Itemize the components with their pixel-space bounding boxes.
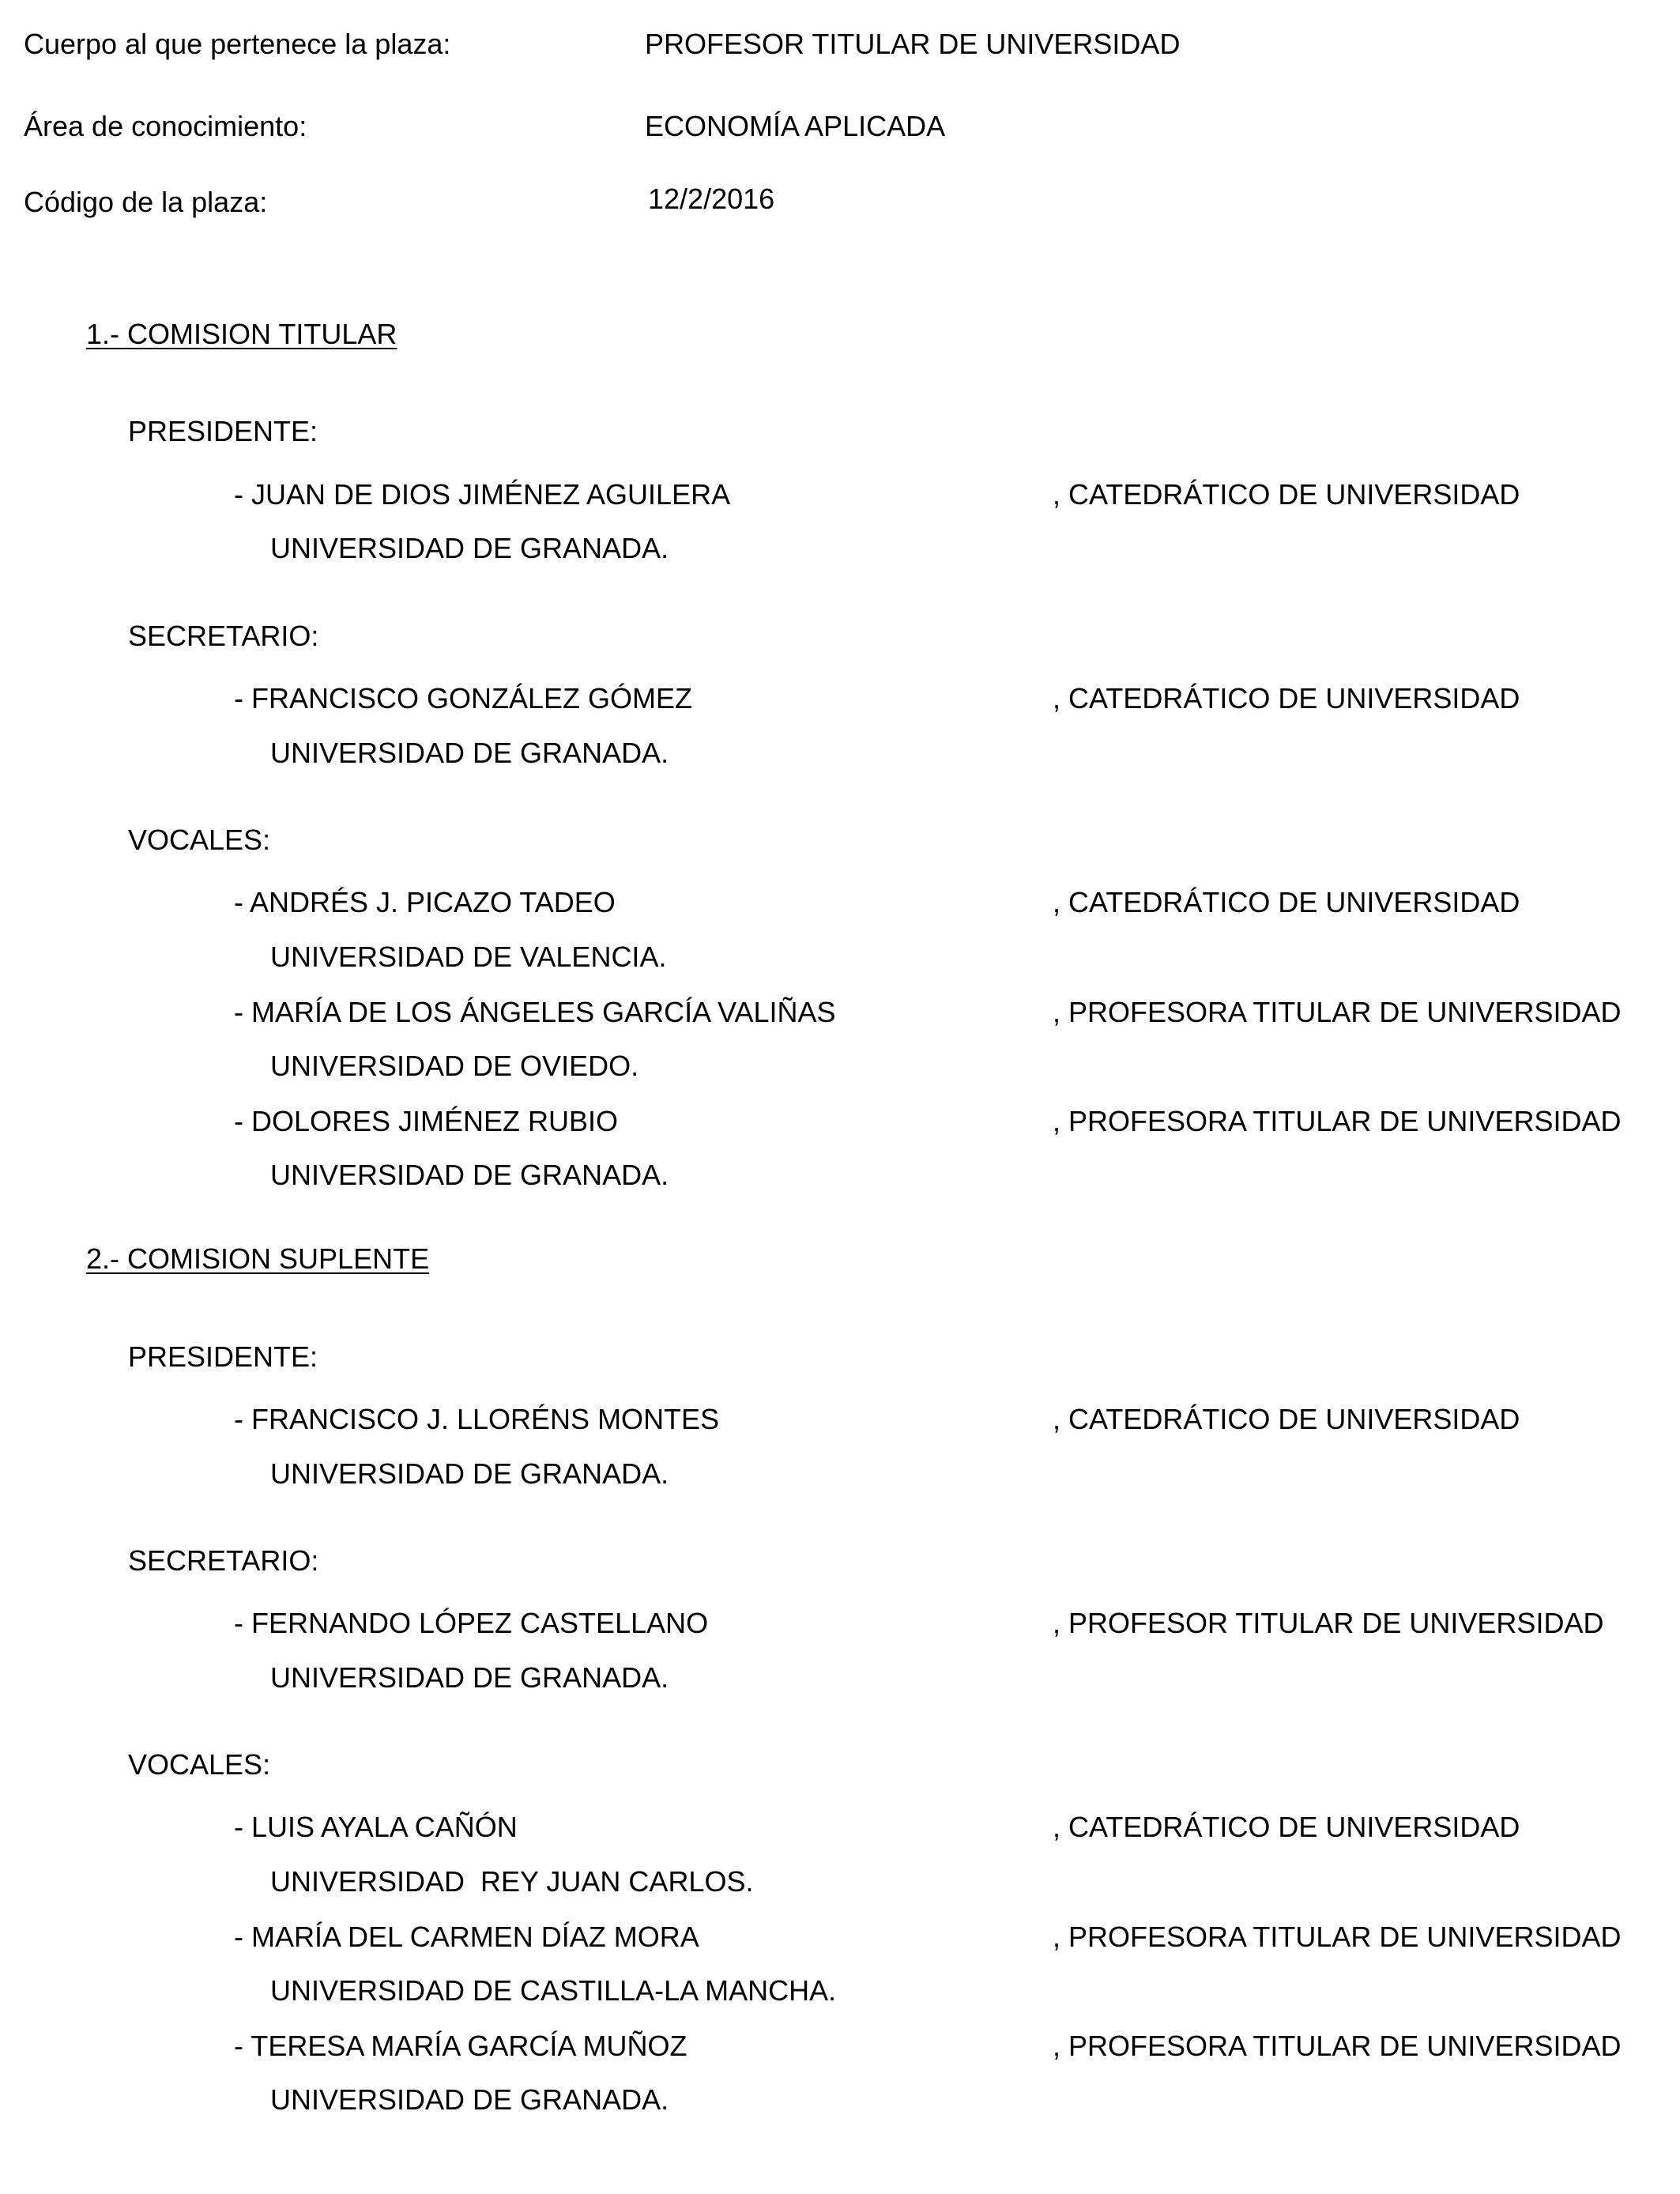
member-university: UNIVERSIDAD DE VALENCIA.	[270, 941, 667, 973]
member-rank: , CATEDRÁTICO DE UNIVERSIDAD	[1053, 886, 1520, 918]
section-heading-suplente: 2.- COMISION SUPLENTE	[86, 1242, 430, 1275]
member-rank: , CATEDRÁTICO DE UNIVERSIDAD	[1053, 1403, 1520, 1435]
codigo-value: 12/2/2016	[648, 183, 775, 215]
role-label-vocales: VOCALES:	[128, 1748, 271, 1781]
role-label-secretario: SECRETARIO:	[128, 620, 319, 652]
member-name: - TERESA MARÍA GARCÍA MUÑOZ	[234, 2030, 687, 2062]
member-university: UNIVERSIDAD DE GRANADA.	[270, 532, 669, 564]
role-label-presidente: PRESIDENTE:	[128, 1340, 318, 1373]
section-heading-titular: 1.- COMISION TITULAR	[86, 318, 397, 350]
member-university: UNIVERSIDAD DE CASTILLA-LA MANCHA.	[270, 1974, 837, 2007]
role-label-secretario: SECRETARIO:	[128, 1544, 319, 1577]
member-name: - MARÍA DE LOS ÁNGELES GARCÍA VALIÑAS	[234, 996, 836, 1028]
member-university: UNIVERSIDAD REY JUAN CARLOS.	[270, 1865, 754, 1898]
member-name: - LUIS AYALA CAÑÓN	[234, 1811, 518, 1843]
member-university: UNIVERSIDAD DE GRANADA.	[270, 1661, 669, 1694]
member-rank: , CATEDRÁTICO DE UNIVERSIDAD	[1053, 478, 1520, 511]
member-university: UNIVERSIDAD DE GRANADA.	[270, 2083, 669, 2116]
area-value: ECONOMÍA APLICADA	[645, 110, 946, 142]
member-rank: , PROFESORA TITULAR DE UNIVERSIDAD	[1053, 1921, 1622, 1953]
member-rank: , PROFESORA TITULAR DE UNIVERSIDAD	[1053, 1105, 1622, 1137]
member-university: UNIVERSIDAD DE GRANADA.	[270, 737, 669, 769]
member-rank: , CATEDRÁTICO DE UNIVERSIDAD	[1053, 682, 1520, 714]
member-university: UNIVERSIDAD DE OVIEDO.	[270, 1050, 639, 1082]
member-name: - DOLORES JIMÉNEZ RUBIO	[234, 1105, 619, 1137]
member-name: - MARÍA DEL CARMEN DÍAZ MORA	[234, 1921, 699, 1953]
member-rank: , CATEDRÁTICO DE UNIVERSIDAD	[1053, 1811, 1520, 1843]
cuerpo-label: Cuerpo al que pertenece la plaza:	[24, 28, 451, 60]
member-name: - JUAN DE DIOS JIMÉNEZ AGUILERA	[234, 478, 731, 511]
member-name: - FERNANDO LÓPEZ CASTELLANO	[234, 1607, 709, 1639]
member-university: UNIVERSIDAD DE GRANADA.	[270, 1457, 669, 1490]
member-name: - FRANCISCO GONZÁLEZ GÓMEZ	[234, 682, 693, 714]
member-name: - ANDRÉS J. PICAZO TADEO	[234, 886, 616, 918]
cuerpo-value: PROFESOR TITULAR DE UNIVERSIDAD	[645, 28, 1181, 60]
member-university: UNIVERSIDAD DE GRANADA.	[270, 1159, 669, 1191]
member-rank: , PROFESORA TITULAR DE UNIVERSIDAD	[1053, 2030, 1622, 2062]
role-label-vocales: VOCALES:	[128, 824, 271, 856]
member-rank: , PROFESOR TITULAR DE UNIVERSIDAD	[1053, 1607, 1604, 1639]
area-label: Área de conocimiento:	[24, 110, 307, 142]
member-name: - FRANCISCO J. LLORÉNS MONTES	[234, 1403, 720, 1435]
codigo-label: Código de la plaza:	[24, 186, 268, 218]
role-label-presidente: PRESIDENTE:	[128, 415, 318, 447]
member-rank: , PROFESORA TITULAR DE UNIVERSIDAD	[1053, 996, 1622, 1028]
